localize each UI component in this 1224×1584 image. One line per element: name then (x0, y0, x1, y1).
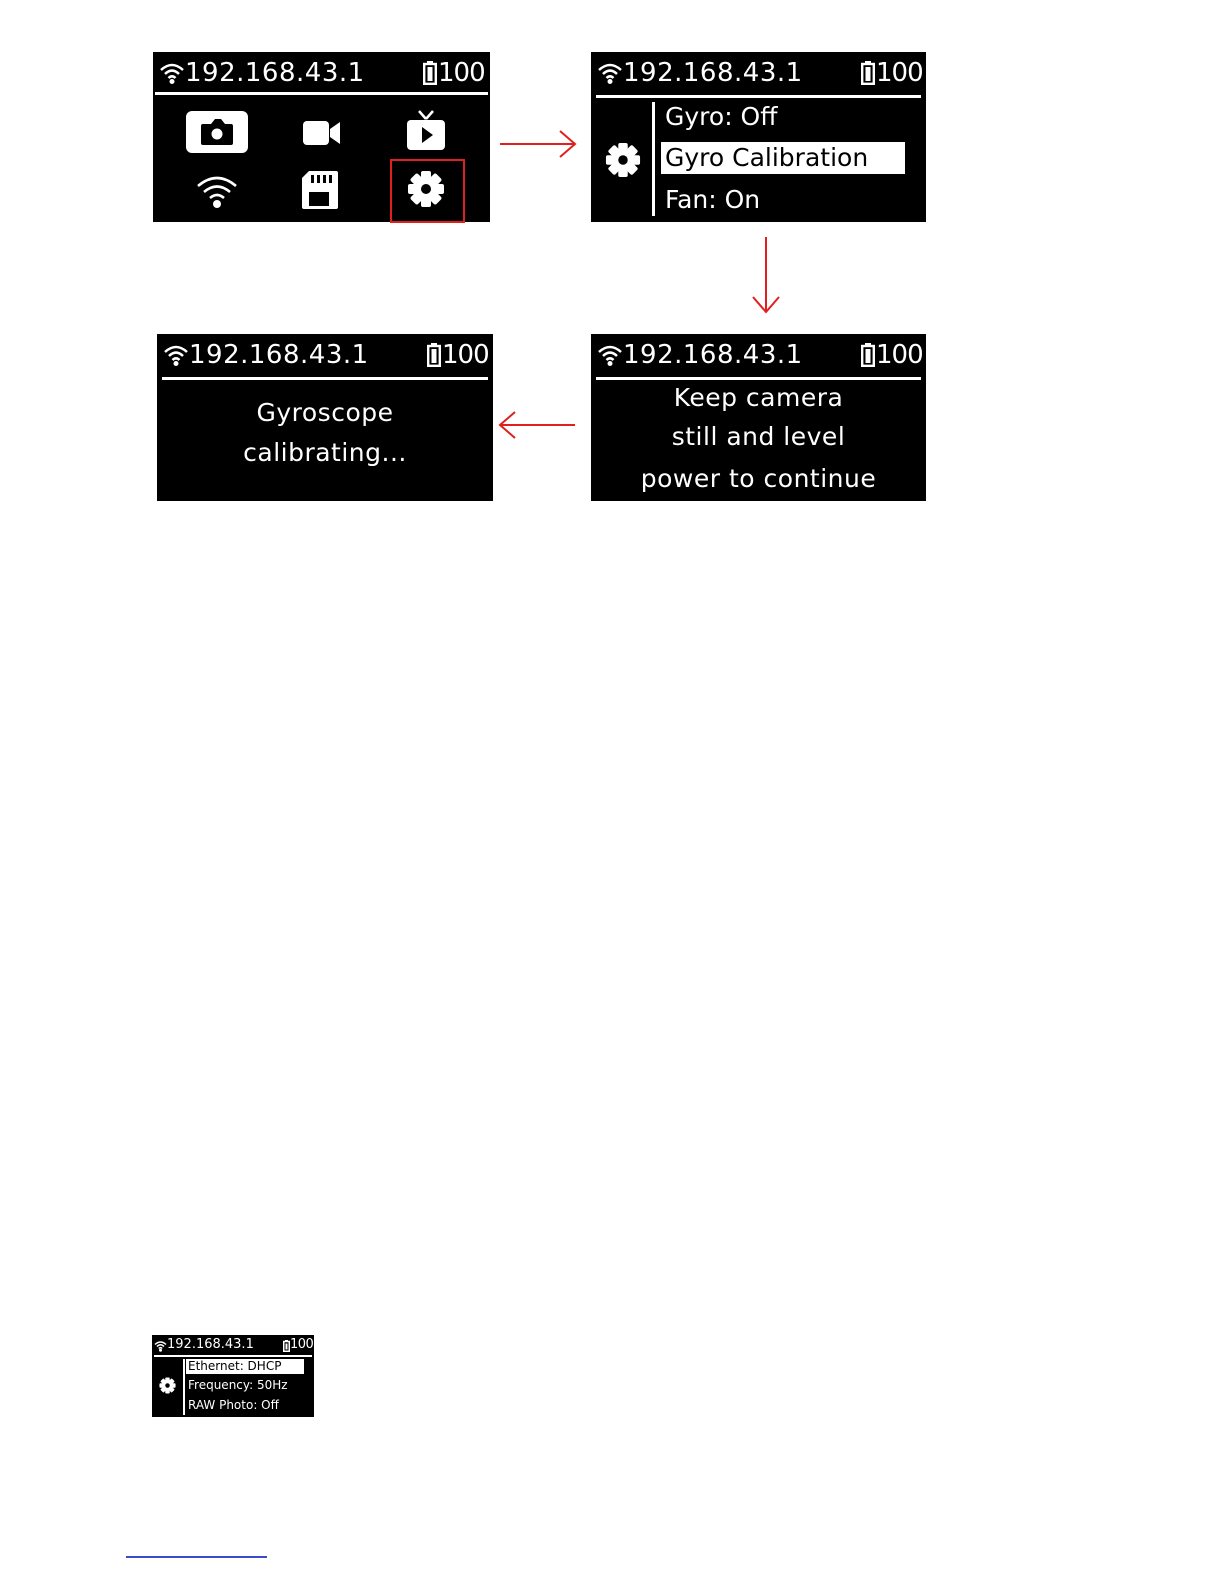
arrow-left-icon (497, 409, 577, 441)
battery-icon (423, 61, 437, 85)
ip-address: 192.168.43.1 (623, 58, 803, 88)
status-bar (591, 334, 926, 374)
battery-level: 100 (876, 58, 923, 88)
menu-item-gyro[interactable]: Gyro: Off (665, 102, 778, 131)
divider (155, 92, 488, 95)
wifi-icon[interactable] (195, 172, 239, 210)
ip-address: 192.168.43.1 (623, 340, 803, 370)
gear-icon (605, 142, 641, 178)
wifi-signal-icon (597, 343, 623, 367)
menu-item-gyro-calibration[interactable]: Gyro Calibration (661, 142, 905, 174)
ip-address: 192.168.43.1 (185, 58, 365, 88)
battery-level: 100 (290, 1337, 314, 1352)
status-bar (157, 334, 493, 374)
oled-screen-settings (591, 52, 926, 222)
selection-highlight-box (390, 159, 465, 223)
menu-item-ethernet[interactable]: Ethernet: DHCP (186, 1359, 304, 1374)
menu-item-frequency[interactable]: Frequency: 50Hz (188, 1378, 288, 1392)
arrow-right-icon (498, 128, 578, 160)
video-icon[interactable] (302, 118, 342, 148)
divider (162, 377, 488, 380)
wifi-signal-icon (154, 1340, 167, 1352)
oled-screen-small-settings (152, 1335, 314, 1417)
menu-item-fan[interactable]: Fan: On (665, 185, 761, 214)
camera-icon[interactable] (185, 110, 249, 154)
battery-icon (861, 61, 875, 85)
divider (596, 95, 921, 98)
battery-level: 100 (442, 340, 489, 370)
ip-address: 192.168.43.1 (189, 340, 369, 370)
oled-screen-instruction (591, 334, 926, 501)
battery-level: 100 (438, 58, 485, 88)
menu-divider (652, 102, 655, 216)
status-bar (153, 52, 490, 92)
status-bar (591, 52, 926, 92)
battery-level: 100 (876, 340, 923, 370)
ip-address: 192.168.43.1 (167, 1337, 254, 1352)
menu-item-raw-photo[interactable]: RAW Photo: Off (188, 1398, 279, 1412)
wifi-signal-icon (159, 61, 185, 85)
battery-icon (283, 1340, 290, 1352)
playback-icon[interactable] (406, 110, 446, 152)
battery-icon (861, 343, 875, 367)
arrow-down-icon (750, 235, 782, 315)
gear-icon (159, 1377, 176, 1394)
calibrating-line-2: calibrating... (243, 438, 407, 467)
battery-icon (427, 343, 441, 367)
sd-card-icon[interactable] (301, 170, 339, 210)
divider (154, 1355, 312, 1357)
menu-divider (183, 1359, 185, 1415)
instruction-line-3: power to continue (640, 464, 877, 493)
oled-screen-calibrating (157, 334, 493, 501)
wifi-signal-icon (597, 61, 623, 85)
instruction-line-1: Keep camera (673, 383, 844, 412)
footer-link-underline[interactable] (126, 1556, 267, 1558)
calibrating-line-1: Gyroscope (256, 398, 394, 427)
instruction-line-2: still and level (671, 422, 846, 451)
wifi-signal-icon (163, 343, 189, 367)
